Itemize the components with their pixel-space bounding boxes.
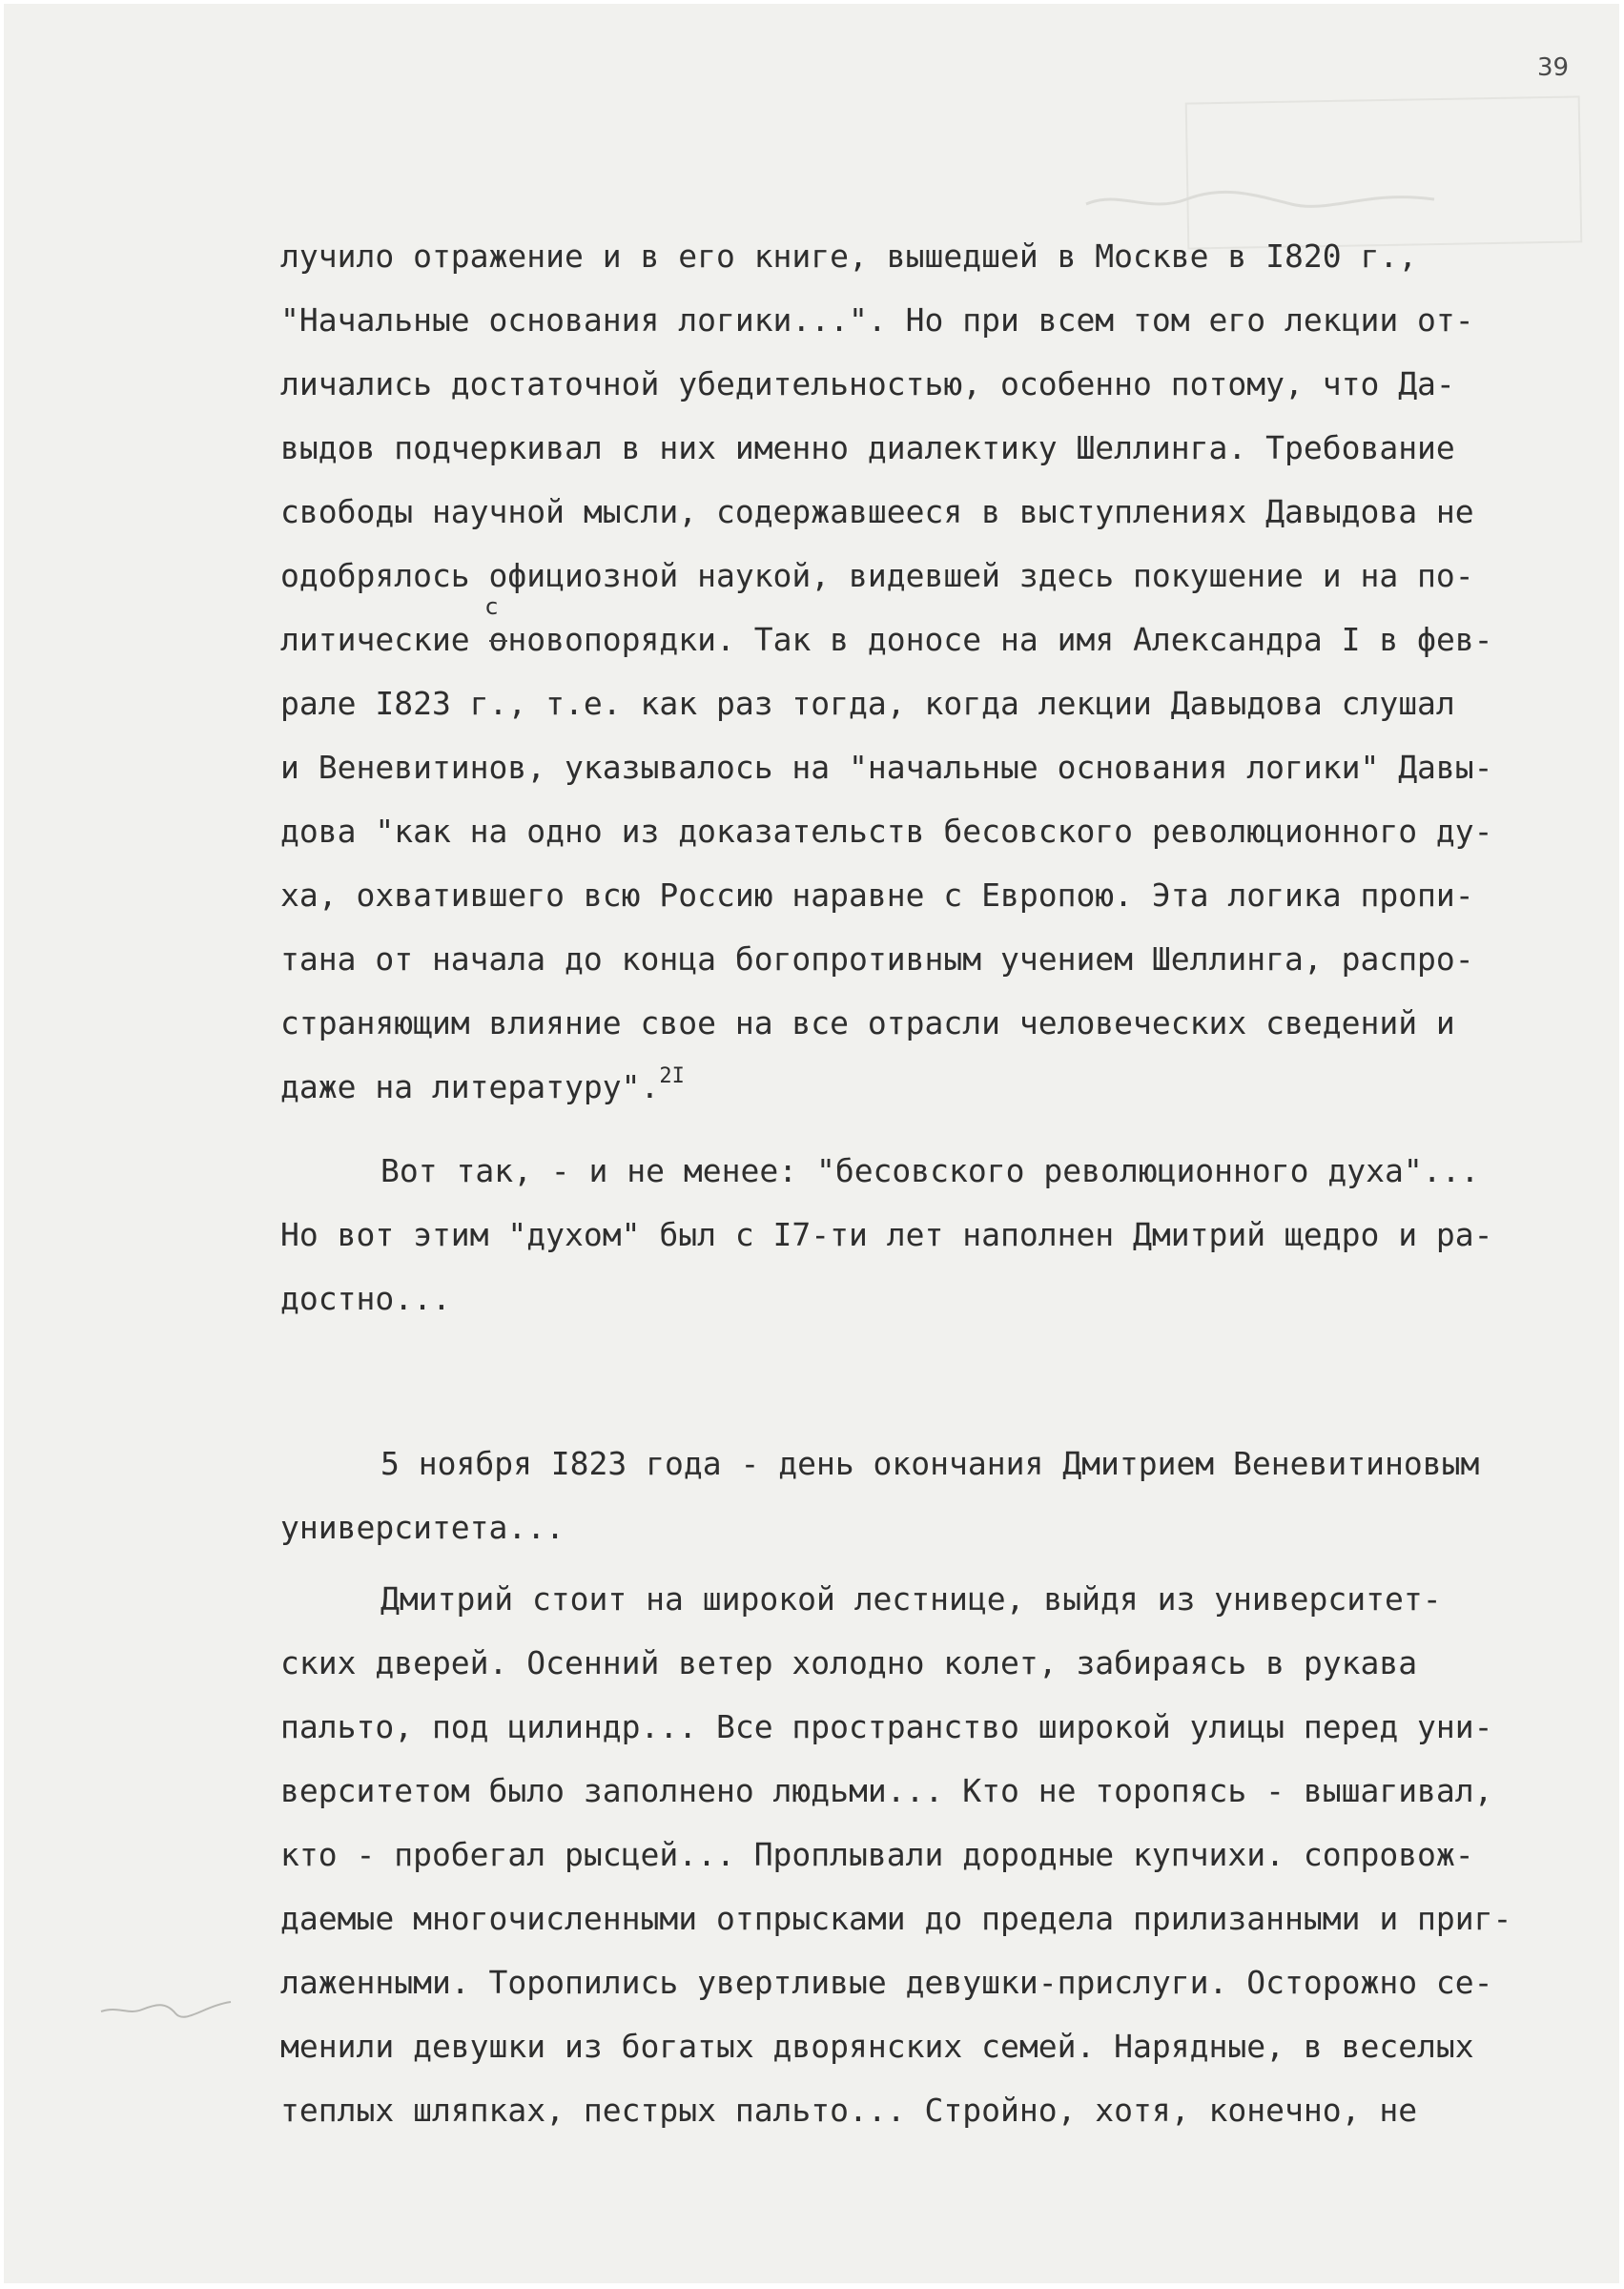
text-fragment: порядки. Так в доносе на имя Александра I в фев- [583,621,1493,658]
text-fragment: даже на литературу". [280,1068,660,1105]
text-line: даемые многочисленными отпрысками до предела прилизанными и приг- [280,1900,1512,1937]
text-fragment: ново [507,621,584,658]
text-line: рале I823 г., т.е. как раз тогда, когда лекции Давыдова слушал [280,685,1455,722]
text-line: ских дверей. Осенний ветер холодно колет, забираясь в рукава [280,1644,1418,1681]
text-line: лаженными. Торопились увертливые девушки-прислуги. Осторожно се- [280,1964,1493,2001]
faded-handwritten-mark [1081,171,1444,228]
text-line: менили девушки из богатых дворянских семей. Нарядные, в веселых [280,2028,1474,2065]
text-line: личались достаточной убедительностью, особенно потому, что Да- [280,365,1455,402]
text-line: и Веневитинов, указывалось на "начальные основания логики" Давы- [280,749,1493,786]
handwritten-correction: с [485,593,499,620]
text-line: выдов подчеркивал в них именно диалектику Шеллинга. Требование [280,429,1455,466]
text-line: верситетом было заполнено людьми... Кто не торопясь - вышагивал, [280,1772,1493,1809]
text-line-with-footnote [280,1064,685,1111]
footnote-marker: 2I [659,1064,685,1088]
text-line: Но вот этим "духом" был с I7-ти лет наполнен Дмитрий щедро и ра- [280,1216,1493,1253]
text-line: одобрялось официозной наукой, видевшей здесь покушение и на по- [280,557,1474,594]
text-fragment: литические [280,621,489,658]
text-line: кто - пробегал рысцей... Проплывали дородные купчихи. сопровож- [280,1836,1474,1873]
text-line: достно... [280,1280,451,1317]
page-number: 39 [1537,53,1570,82]
text-line: Вот так, - и не менее: "бесовского революционного духа"... [380,1152,1480,1189]
text-line: лучило отражение и в его книге, вышедшей в Москве в I820 г., [280,237,1418,275]
text-line-corrected [280,621,1493,659]
text-line: теплых шляпках, пестрых пальто... Стройно, хотя, конечно, не [280,2092,1418,2129]
struck-out-letter: о [488,621,508,658]
margin-pencil-mark [99,1992,233,2027]
text-line: дова "как на одно из доказательств бесовского революционного ду- [280,813,1493,850]
text-line: ха, охватившего всю Россию наравне с Европою. Эта логика пропи- [280,876,1474,914]
text-line: страняющим влияние свое на все отрасли человеческих сведений и [280,1004,1455,1041]
text-line: Дмитрий стоит на широкой лестнице, выйдя из университет- [380,1580,1442,1618]
text-line: тана от начала до конца богопротивным учением Шеллинга, распро- [280,940,1474,978]
document-page [4,4,1619,2283]
text-line: пальто, под цилиндр... Все пространство широкой улицы перед уни- [280,1708,1493,1745]
text-line: свободы научной мысли, содержавшееся в выступлениях Давыдова не [280,493,1474,530]
text-line: 5 ноября I823 года - день окончания Дмитрием Веневитиновым [380,1445,1480,1482]
text-line: университета... [280,1509,565,1546]
text-line: "Начальные основания логики...". Но при всем том его лекции от- [280,301,1474,339]
